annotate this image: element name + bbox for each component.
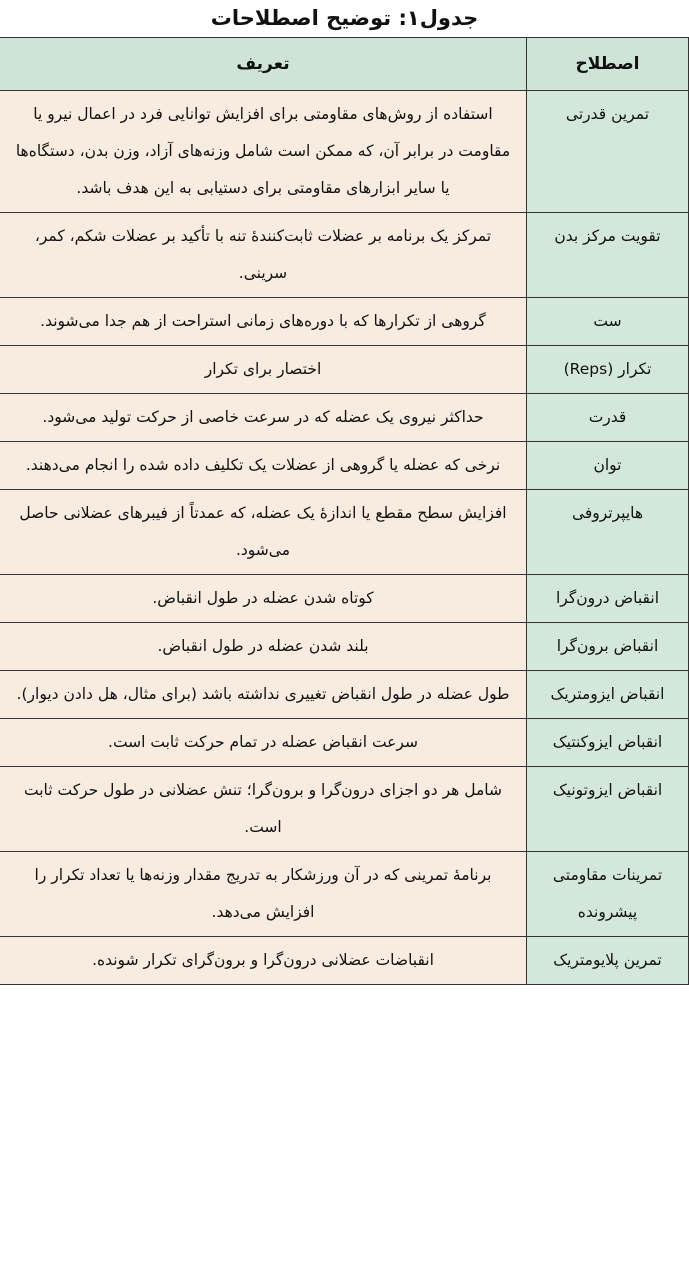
header-definition: تعریف (0, 38, 527, 91)
terms-table (0, 37, 689, 985)
term-cell: تقویت مرکز بدن (527, 213, 689, 298)
table-row (0, 213, 689, 298)
definition-cell: شامل هر دو اجزای درون‌گرا و برون‌گرا؛ تنش عضلانی در طول حرکت ثابت است. (0, 767, 527, 852)
term-cell: هایپرتروفی (527, 490, 689, 575)
term-cell: انقباض ایزوتونیک (527, 767, 689, 852)
table-row (0, 91, 689, 213)
header-row (0, 38, 689, 91)
term-cell: انقباض ایزومتریک (527, 671, 689, 719)
definition-cell: تمرکز یک برنامه بر عضلات ثابت‌کنندهٔ تنه با تأکید بر عضلات شکم، کمر، سرینی. (0, 213, 527, 298)
definition-cell: حداکثر نیروی یک عضله که در سرعت خاصی از حرکت تولید می‌شود. (0, 394, 527, 442)
definition-cell: بلند شدن عضله در طول انقباض. (0, 623, 527, 671)
term-cell: ست (527, 298, 689, 346)
table-row (0, 394, 689, 442)
definition-cell: اختصار برای تکرار (0, 346, 527, 394)
table-row (0, 575, 689, 623)
definition-cell: برنامهٔ تمرینی که در آن ورزشکار به تدریج مقدار وزنه‌ها یا تعداد تکرار را افزایش می‌دهد. (0, 852, 527, 937)
term-cell: انقباض درون‌گرا (527, 575, 689, 623)
definition-cell: گروهی از تکرارها که با دوره‌های زمانی استراحت از هم جدا می‌شوند. (0, 298, 527, 346)
term-cell: انقباض ایزوکنتیک (527, 719, 689, 767)
header-term: اصطلاح (527, 38, 689, 91)
definition-cell: طول عضله در طول انقباض تغییری نداشته باشد (برای مثال، هل دادن دیوار). (0, 671, 527, 719)
table-row (0, 719, 689, 767)
term-cell: تمرین قدرتی (527, 91, 689, 213)
definition-cell: افزایش سطح مقطع یا اندازهٔ یک عضله، که عمدتاً از فیبرهای عضلانی حاصل می‌شود. (0, 490, 527, 575)
definition-cell: استفاده از روش‌های مقاومتی برای افزایش توانایی فرد در اعمال نیرو یا مقاومت در برابر آن، که ممکن است شامل وزنه‌های آزاد، وزن بدن، دستگاه‌ها یا سایر ابزارهای مقاومتی برای دستیابی به این هدف باشد. (0, 91, 527, 213)
definition-cell: سرعت انقباض عضله در تمام حرکت ثابت است. (0, 719, 527, 767)
table-row (0, 937, 689, 985)
term-cell: تکرار (Reps) (527, 346, 689, 394)
table-row (0, 623, 689, 671)
table-row (0, 442, 689, 490)
term-cell: انقباض برون‌گرا (527, 623, 689, 671)
definition-cell: کوتاه شدن عضله در طول انقباض. (0, 575, 527, 623)
term-cell: تمرینات مقاومتی پیشرونده (527, 852, 689, 937)
term-cell: قدرت (527, 394, 689, 442)
definition-cell: نرخی که عضله یا گروهی از عضلات یک تکلیف داده شده را انجام می‌دهند. (0, 442, 527, 490)
table-row (0, 346, 689, 394)
table-caption: جدول۱: توضیح اصطلاحات (210, 6, 479, 30)
table-row (0, 490, 689, 575)
table-row (0, 767, 689, 852)
term-cell: تمرین پلایومتریک (527, 937, 689, 985)
table-row (0, 671, 689, 719)
table-row (0, 852, 689, 937)
definition-cell: انقباضات عضلانی درون‌گرا و برون‌گرای تکرار شونده. (0, 937, 527, 985)
term-cell: توان (527, 442, 689, 490)
table-row (0, 298, 689, 346)
